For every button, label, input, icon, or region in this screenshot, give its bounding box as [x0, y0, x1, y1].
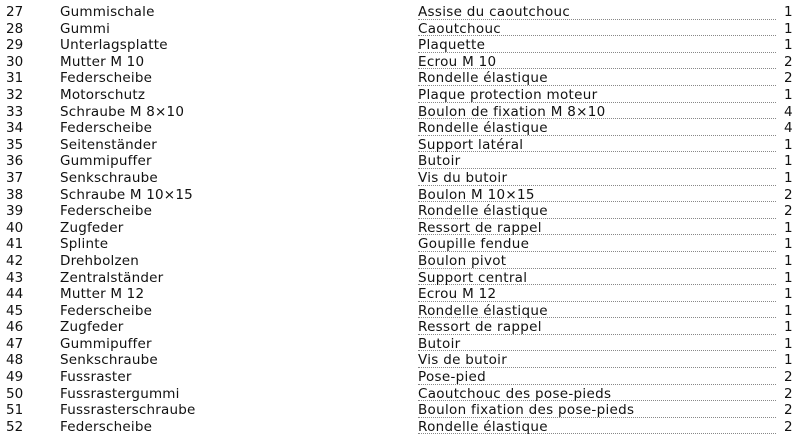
part-name-french: Plaque protection moteur — [418, 86, 598, 103]
parts-list — [0, 4, 800, 435]
part-name-french: Boulon M 10×15 — [418, 186, 535, 203]
part-quantity: 1 — [784, 335, 793, 352]
part-number: 44 — [6, 286, 24, 303]
part-quantity: 1 — [784, 86, 793, 103]
part-number: 47 — [6, 335, 24, 352]
part-number: 30 — [6, 53, 24, 70]
part-name-german: Splinte — [60, 236, 109, 253]
part-number: 37 — [6, 169, 24, 186]
part-name-german: Fussrastergummi — [60, 385, 180, 402]
part-number: 29 — [6, 37, 24, 54]
parts-row — [0, 104, 800, 121]
parts-row — [0, 352, 800, 369]
part-name-french: Rondelle élastique — [418, 418, 548, 435]
parts-row — [0, 336, 800, 353]
part-name-german: Unterlagsplatte — [60, 37, 168, 54]
part-quantity: 1 — [784, 319, 793, 336]
parts-row — [0, 386, 800, 403]
part-number: 36 — [6, 153, 24, 170]
part-number: 45 — [6, 302, 24, 319]
part-number: 28 — [6, 20, 24, 37]
parts-row — [0, 236, 800, 253]
part-quantity: 1 — [784, 219, 793, 236]
part-name-german: Zugfeder — [60, 319, 124, 336]
part-name-french: Ressort de rappel — [418, 319, 542, 336]
parts-row — [0, 253, 800, 270]
part-name-german: Federscheibe — [60, 120, 153, 137]
part-quantity: 1 — [784, 269, 793, 286]
part-name-french: Caoutchouc — [418, 20, 502, 37]
parts-row — [0, 137, 800, 154]
parts-row — [0, 54, 800, 71]
part-name-german: Gummischale — [60, 4, 155, 20]
parts-row — [0, 419, 800, 436]
parts-row — [0, 21, 800, 38]
parts-row — [0, 170, 800, 187]
part-name-german: Motorschutz — [60, 86, 146, 103]
part-name-german: Federscheibe — [60, 70, 153, 87]
part-name-french: Support latéral — [418, 136, 524, 153]
part-number: 50 — [6, 385, 24, 402]
part-quantity: 1 — [784, 169, 793, 186]
part-quantity: 1 — [784, 153, 793, 170]
part-quantity: 1 — [784, 236, 793, 253]
parts-row — [0, 270, 800, 287]
part-name-german: Fussraster — [60, 369, 132, 386]
part-name-french: Rondelle élastique — [418, 120, 548, 137]
parts-row — [0, 303, 800, 320]
parts-row — [0, 153, 800, 170]
part-name-french: Ecrou M 12 — [418, 286, 497, 303]
part-number: 39 — [6, 203, 24, 220]
part-name-french: Caoutchouc des pose-pieds — [418, 385, 612, 402]
part-number: 32 — [6, 86, 24, 103]
part-name-german: Senkschraube — [60, 169, 158, 186]
part-quantity: 1 — [784, 20, 793, 37]
part-number: 31 — [6, 70, 24, 87]
part-quantity: 2 — [784, 203, 793, 220]
part-quantity: 1 — [784, 136, 793, 153]
part-quantity: 2 — [784, 53, 793, 70]
part-number: 33 — [6, 103, 24, 120]
part-number: 35 — [6, 136, 24, 153]
part-name-french: Plaquette — [418, 37, 486, 54]
parts-row — [0, 369, 800, 386]
parts-row — [0, 402, 800, 419]
part-quantity: 2 — [784, 385, 793, 402]
parts-row — [0, 286, 800, 303]
part-name-french: Support central — [418, 269, 528, 286]
part-number: 34 — [6, 120, 24, 137]
part-number: 49 — [6, 369, 24, 386]
part-name-french: Boulon pivot — [418, 252, 507, 269]
part-number: 38 — [6, 186, 24, 203]
part-number: 46 — [6, 319, 24, 336]
parts-row — [0, 70, 800, 87]
part-number: 40 — [6, 219, 24, 236]
part-name-german: Gummipuffer — [60, 335, 152, 352]
parts-row — [0, 37, 800, 54]
part-number: 52 — [6, 418, 24, 435]
part-quantity: 1 — [784, 286, 793, 303]
part-number: 43 — [6, 269, 24, 286]
part-name-french: Boulon fixation des pose-pieds — [418, 402, 635, 419]
part-number: 42 — [6, 252, 24, 269]
parts-row — [0, 87, 800, 104]
part-quantity: 1 — [784, 252, 793, 269]
part-name-german: Schraube M 10×15 — [60, 186, 193, 203]
parts-row — [0, 220, 800, 237]
part-name-french: Ecrou M 10 — [418, 53, 497, 70]
part-name-french: Butoir — [418, 335, 461, 352]
part-name-german: Federscheibe — [60, 302, 153, 319]
parts-row — [0, 319, 800, 336]
part-number: 27 — [6, 4, 24, 20]
row-divider — [418, 350, 776, 351]
parts-row — [0, 187, 800, 204]
part-quantity: 2 — [784, 402, 793, 419]
part-quantity: 4 — [784, 120, 793, 137]
part-quantity: 1 — [784, 37, 793, 54]
part-name-french: Assise du caoutchouc — [418, 4, 571, 20]
part-quantity: 2 — [784, 186, 793, 203]
part-name-german: Drehbolzen — [60, 252, 140, 269]
part-name-french: Ressort de rappel — [418, 219, 542, 236]
part-name-french: Rondelle élastique — [418, 70, 548, 87]
part-name-french: Goupille fendue — [418, 236, 530, 253]
part-name-french: Rondelle élastique — [418, 203, 548, 220]
parts-row — [0, 203, 800, 220]
part-name-french: Vis de butoir — [418, 352, 508, 369]
part-name-german: Mutter M 12 — [60, 286, 145, 303]
part-name-german: Mutter M 10 — [60, 53, 145, 70]
part-quantity: 1 — [784, 352, 793, 369]
part-quantity: 2 — [784, 70, 793, 87]
part-name-french: Vis du butoir — [418, 169, 508, 186]
part-quantity: 1 — [784, 302, 793, 319]
part-name-german: Schraube M 8×10 — [60, 103, 185, 120]
part-name-german: Federscheibe — [60, 418, 153, 435]
part-name-german: Seitenständer — [60, 136, 157, 153]
part-name-french: Rondelle élastique — [418, 302, 548, 319]
part-number: 41 — [6, 236, 24, 253]
part-name-german: Federscheibe — [60, 203, 153, 220]
part-number: 51 — [6, 402, 24, 419]
parts-row — [0, 4, 800, 21]
part-name-german: Fussrasterschraube — [60, 402, 196, 419]
row-divider — [418, 168, 776, 169]
part-quantity: 2 — [784, 418, 793, 435]
parts-row — [0, 120, 800, 137]
part-name-french: Boulon de fixation M 8×10 — [418, 103, 606, 120]
part-quantity: 2 — [784, 369, 793, 386]
part-name-german: Gummi — [60, 20, 111, 37]
part-quantity: 4 — [784, 103, 793, 120]
part-name-german: Senkschraube — [60, 352, 158, 369]
part-name-french: Butoir — [418, 153, 461, 170]
part-name-german: Zugfeder — [60, 219, 124, 236]
part-number: 48 — [6, 352, 24, 369]
part-name-french: Pose-pied — [418, 369, 487, 386]
part-name-german: Zentralständer — [60, 269, 164, 286]
part-quantity: 1 — [784, 4, 793, 20]
part-name-german: Gummipuffer — [60, 153, 152, 170]
